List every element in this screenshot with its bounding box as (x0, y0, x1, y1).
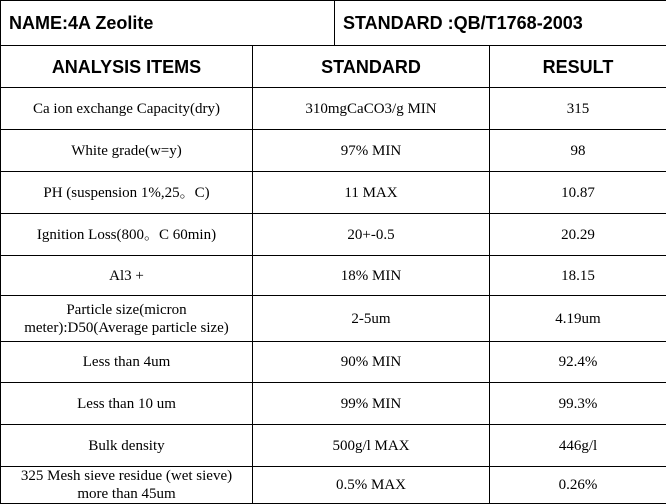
analysis-item: PH (suspension 1%,25。C) (1, 172, 253, 214)
standard-value: 18% MIN (253, 256, 490, 296)
standard-value: 99% MIN (253, 383, 490, 425)
standard-value: 11 MAX (253, 172, 490, 214)
table-row (1, 425, 666, 467)
analysis-item: Al3 + (1, 256, 253, 296)
analysis-item: 325 Mesh sieve residue (wet sieve) more than 45um (1, 467, 253, 504)
standard-value: 0.5% MAX (253, 467, 490, 504)
table-row (1, 172, 666, 214)
product-name: NAME:4A Zeolite (1, 1, 335, 45)
result-value: 98 (490, 130, 666, 172)
result-value: 18.15 (490, 256, 666, 296)
analysis-item: Ignition Loss(800。C 60min) (1, 214, 253, 256)
table-row (1, 88, 666, 130)
table-row (1, 214, 666, 256)
analysis-item: Ca ion exchange Capacity(dry) (1, 88, 253, 130)
standard-value: 20+-0.5 (253, 214, 490, 256)
column-header-result: RESULT (490, 46, 666, 88)
result-value: 4.19um (490, 296, 666, 342)
standard-code: STANDARD :QB/T1768-2003 (335, 1, 666, 45)
result-value: 315 (490, 88, 666, 130)
title-row (1, 1, 666, 46)
result-value: 446g/l (490, 425, 666, 467)
analysis-item: Less than 4um (1, 342, 253, 383)
standard-value: 310mgCaCO3/g MIN (253, 88, 490, 130)
column-header-row (1, 46, 666, 88)
table-row (1, 296, 666, 342)
result-value: 20.29 (490, 214, 666, 256)
analysis-item: White grade(w=y) (1, 130, 253, 172)
result-value: 92.4% (490, 342, 666, 383)
standard-value: 2-5um (253, 296, 490, 342)
standard-value: 90% MIN (253, 342, 490, 383)
analysis-item: Bulk density (1, 425, 253, 467)
table-row (1, 467, 666, 504)
column-header-standard: STANDARD (253, 46, 490, 88)
result-value: 0.26% (490, 467, 666, 504)
column-header-analysis-items: ANALYSIS ITEMS (1, 46, 253, 88)
standard-value: 500g/l MAX (253, 425, 490, 467)
table-row (1, 383, 666, 425)
table-row (1, 256, 666, 296)
table-row (1, 342, 666, 383)
standard-value: 97% MIN (253, 130, 490, 172)
analysis-item: Less than 10 um (1, 383, 253, 425)
table-row (1, 130, 666, 172)
title-cell (1, 1, 666, 46)
result-value: 99.3% (490, 383, 666, 425)
analysis-item: Particle size(micron meter):D50(Average particle size) (1, 296, 253, 342)
result-value: 10.87 (490, 172, 666, 214)
